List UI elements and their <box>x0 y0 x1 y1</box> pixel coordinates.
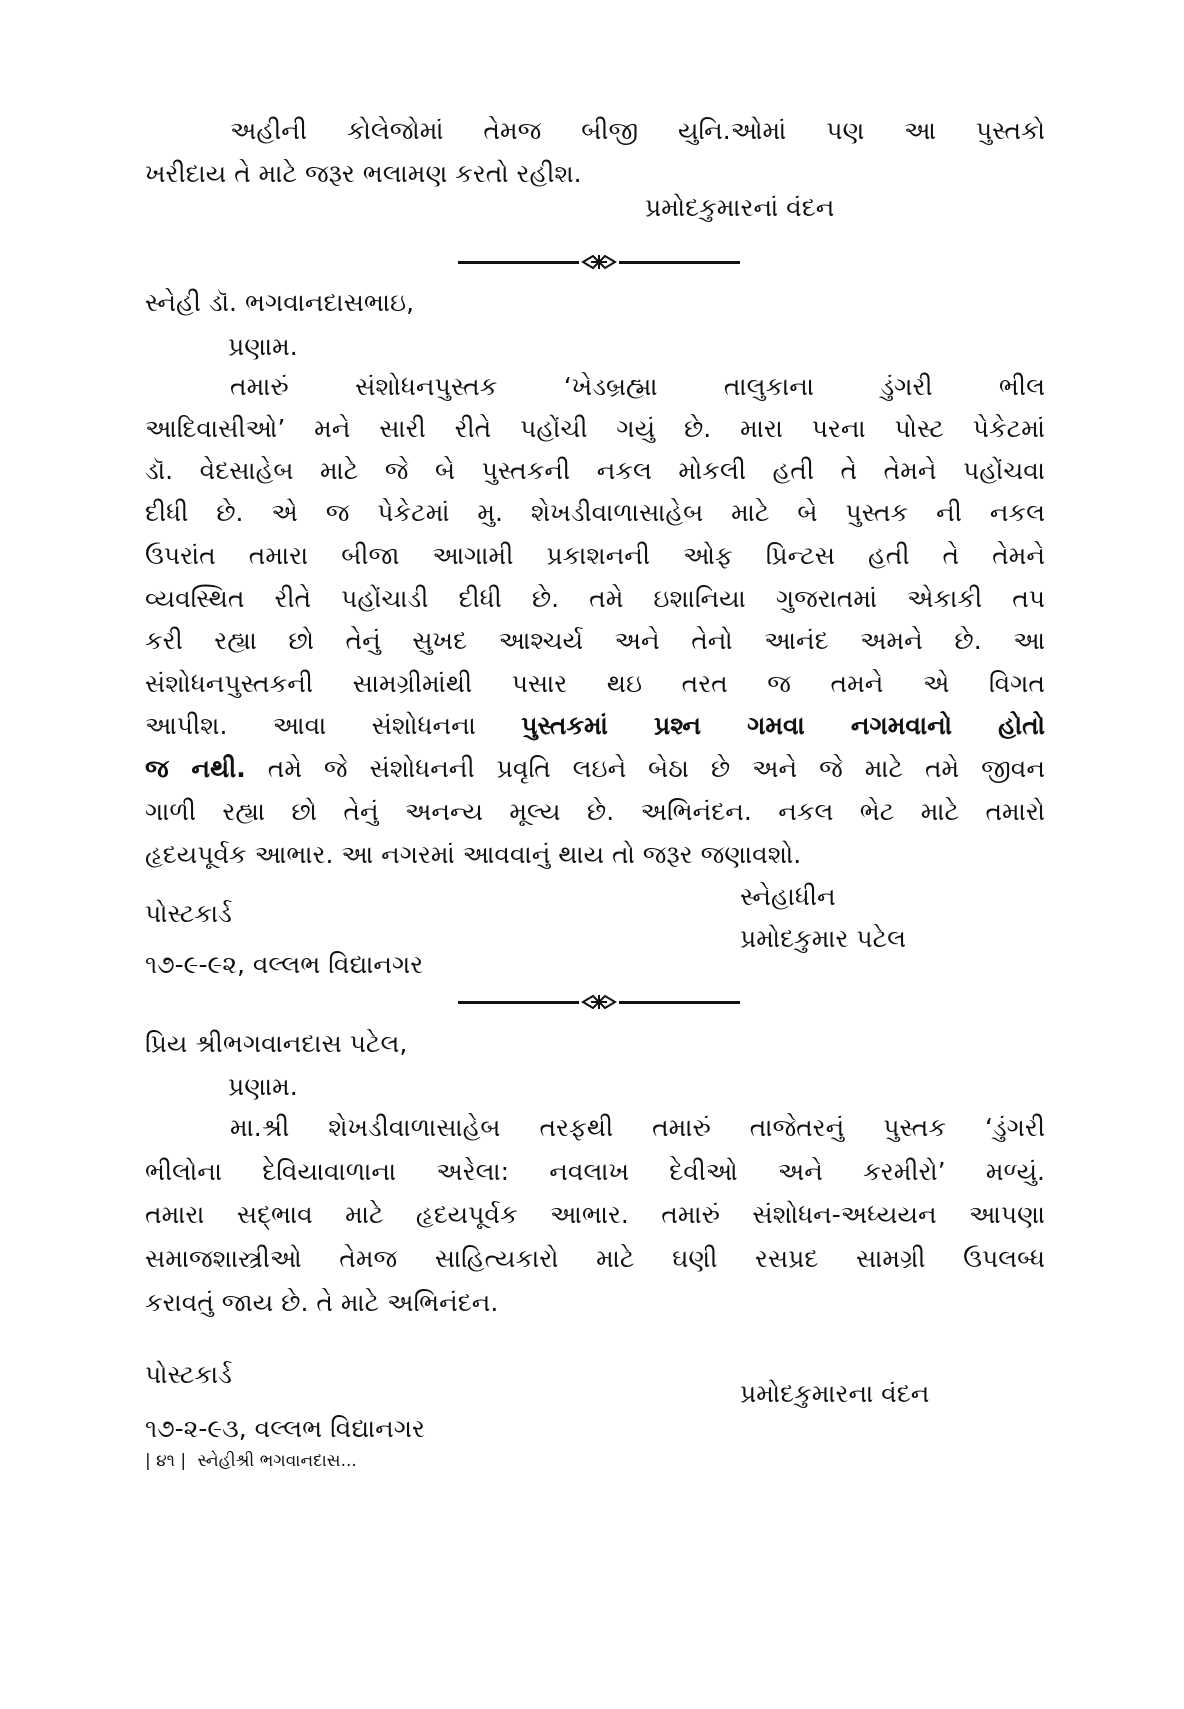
ornamental-divider-1 <box>458 252 740 272</box>
letter2-medium: પોસ્ટકાર્ડ <box>145 899 232 928</box>
page-number: | ૪૧ | <box>145 1451 187 1471</box>
letter2-line-2: આદિવાસીઓ’ મને સારી રીતે પહોંચી ગયું છે. મારા પરના પોસ્ટ પેકેટમાં <box>145 414 1045 443</box>
letter2-emphasis-1: પુસ્તકમાં પ્રશ્ન ગમવા નગમવાનો હોતો <box>521 711 1046 740</box>
letter3-line-4: સમાજશાસ્ત્રીઓ તેમજ સાહિત્યકારો માટે ઘણી રસપ્રદ સામગ્રી ઉપલબ્ધ <box>145 1244 1045 1273</box>
ornamental-divider-2 <box>458 992 740 1012</box>
letter2-sender: પ્રમોદકુમાર પટેલ <box>740 924 907 953</box>
letter3-date-place: ૧૭-૨-૯૩, વલ્લભ વિદ્યાનગર <box>145 1414 425 1443</box>
flourish-icon <box>579 252 619 272</box>
letter2-line-1: તમારું સંશોધનપુસ્તક ‘ખેડબ્રહ્મા તાલુકાના ડુંગરી ભીલ <box>230 372 1045 401</box>
running-title: સ્નેહીશ્રી ભગવાનદાસ... <box>197 1451 357 1471</box>
letter2-line-9-text: આપીશ. આવા સંશોધનના <box>145 711 522 740</box>
letter1-signature: પ્રમોદકુમારનાં વંદન <box>645 193 835 222</box>
letter2-emphasis-2: જ નથી. <box>145 754 246 783</box>
letter2-line-6: વ્યવસ્થિત રીતે પહોંચાડી દીધી છે. તમે ઇશાનિયા ગુજરાતમાં એકાકી તપ <box>145 584 1045 613</box>
letter3-line-2: ભીલોના દેવિયાવાળાના અરેલા: નવલાખ દેવીઓ અને કરમીરો’ મળ્યું. <box>145 1157 1045 1186</box>
letter3-salutation: પ્રિય શ્રીભગવાનદાસ પટેલ, <box>145 1029 408 1058</box>
letter2-greeting: પ્રણામ. <box>228 332 298 361</box>
page-footer <box>145 1450 357 1472</box>
letter2-line-10 <box>145 752 1045 786</box>
letter3-line-5: કરાવતું જાય છે. તે માટે અભિનંદન. <box>145 1288 499 1317</box>
letter2-closing: સ્નેહાધીન <box>740 882 836 911</box>
letter3-medium: પોસ્ટકાર્ડ <box>145 1360 232 1389</box>
letter2-line-9 <box>145 709 1045 743</box>
letter1-line-1: અહીની કોલેજોમાં તેમજ બીજી યુનિ.ઓમાં પણ આ પુસ્તકો <box>230 116 1045 145</box>
letter2-line-12: હૃદયપૂર્વક આભાર. આ નગરમાં આવવાનું થાય તો જરૂર જણાવશો. <box>145 840 802 869</box>
letter2-salutation: સ્નેહી ડૉ. ભગવાનદાસભાઇ, <box>145 288 415 317</box>
letter3-greeting: પ્રણામ. <box>228 1072 298 1101</box>
letter3-line-1: મા.શ્રી શેખડીવાળાસાહેબ તરફથી તમારું તાજેતરનું પુસ્તક ‘ડુંગરી <box>230 1113 1045 1142</box>
letter2-line-4: દીધી છે. એ જ પેકેટમાં મુ. શેખડીવાળાસાહેબ માટે બે પુસ્તક ની નકલ <box>145 498 1045 527</box>
letter2-date-place: ૧૭-૯-૯૨, વલ્લભ વિદ્યાનગર <box>145 950 424 979</box>
letter3-signature: પ્રમોદકુમારના વંદન <box>740 1379 930 1408</box>
letter1-line-2: ખરીદાય તે માટે જરૂર ભલામણ કરતો રહીશ. <box>145 159 582 188</box>
letter2-line-3: ડૉ. વેદસાહેબ માટે જે બે પુસ્તકની નકલ મોકલી હતી તે તેમને પહોંચવા <box>145 456 1045 485</box>
letter2-line-11: ગાળી રહ્યા છો તેનું અનન્ય મૂલ્ય છે. અભિનંદન. નકલ ભેટ માટે તમારો <box>145 797 1045 826</box>
letter2-line-8: સંશોધનપુસ્તકની સામગ્રીમાંથી પસાર થઇ તરત જ તમને એ વિગત <box>145 669 1045 698</box>
letter3-line-3: તમારા સદ્ભાવ માટે હૃદયપૂર્વક આભાર. તમારું સંશોધન-અધ્યયન આપણા <box>145 1200 1045 1229</box>
letter2-line-5: ઉપરાંત તમારા બીજા આગામી પ્રકાશનની ઓફ પ્રિન્ટસ હતી તે તેમને <box>145 541 1045 570</box>
flourish-icon <box>579 992 619 1012</box>
letter2-line-10-text: તમે જે સંશોધનની પ્રવૃતિ લઇને બેઠા છે અને જે માટે તમે જીવન <box>245 754 1045 783</box>
letter2-line-7: કરી રહ્યા છો તેનું સુખદ આશ્ચર્ય અને તેનો આનંદ અમને છે. આ <box>145 626 1045 655</box>
